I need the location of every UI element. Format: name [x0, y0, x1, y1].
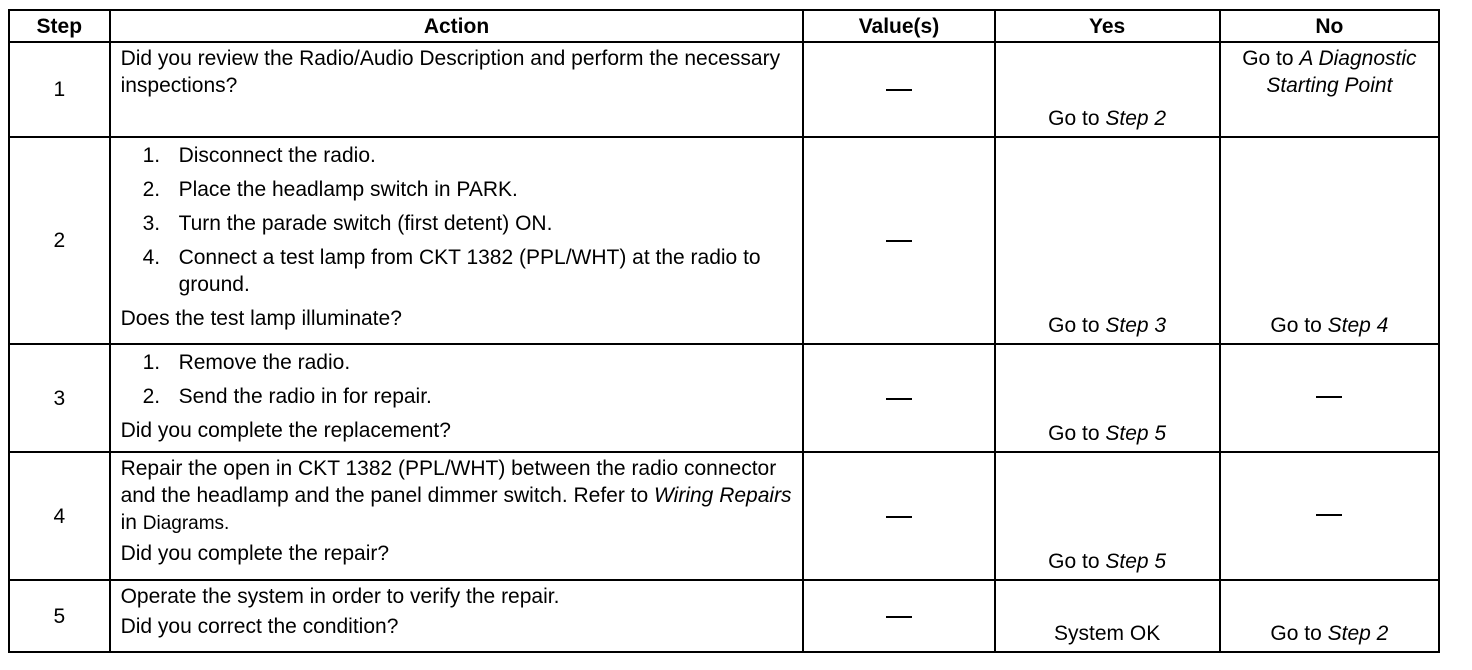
- yes-cell: [995, 137, 1220, 344]
- no-prefix: Go to: [1270, 622, 1328, 645]
- no-cell: [1220, 452, 1439, 580]
- value-cell: [803, 42, 994, 137]
- yes-prefix: Go to: [1048, 107, 1106, 130]
- action-text: Operate the system in order to verify the repair.: [120, 585, 560, 608]
- table-row: [9, 344, 1439, 452]
- action-cell: [110, 344, 804, 452]
- step-number: 5: [9, 580, 110, 652]
- no-dash: [1316, 514, 1342, 516]
- wiring-repairs-reference: Wiring Repairs: [654, 484, 792, 507]
- table-row: [9, 580, 1439, 652]
- substep-number: 2.: [142, 385, 161, 408]
- value-cell: [803, 452, 994, 580]
- substep-list: [121, 142, 793, 298]
- yes-target: Step 2: [1105, 107, 1167, 130]
- diagnostic-table: [8, 9, 1440, 653]
- yes-cell: [995, 580, 1220, 652]
- no-cell: [1220, 580, 1439, 652]
- step-number: 3: [9, 344, 110, 452]
- substep-text: Turn the parade switch (first detent) ON.: [178, 212, 553, 235]
- header-yes: Yes: [995, 10, 1220, 42]
- header-values: Value(s): [803, 10, 994, 42]
- value-cell: [803, 137, 994, 344]
- no-cell: [1220, 42, 1439, 137]
- value-dash: [886, 516, 912, 518]
- yes-result: System OK: [1054, 622, 1161, 645]
- table-row: [9, 137, 1439, 344]
- action-text: Did you review the Radio/Audio Description and perform the necessary inspections?: [120, 47, 781, 97]
- diagrams-reference: Diagrams.: [142, 513, 230, 534]
- no-target: Step 2: [1327, 622, 1389, 645]
- no-target: Step 4: [1327, 314, 1389, 337]
- substep-item: [121, 383, 793, 410]
- yes-cell: [995, 344, 1220, 452]
- action-question: Does the test lamp illuminate?: [120, 307, 402, 330]
- substep-number: 1.: [142, 144, 161, 167]
- substep-number: 2.: [142, 178, 161, 201]
- action-text-in: in: [120, 511, 143, 534]
- yes-cell: [995, 42, 1220, 137]
- substep-number: 3.: [142, 212, 161, 235]
- substep-text: Send the radio in for repair.: [178, 385, 432, 408]
- substep-text: Place the headlamp switch in PARK.: [178, 178, 518, 201]
- action-question: Did you correct the condition?: [120, 615, 399, 638]
- step-number: 4: [9, 452, 110, 580]
- substep-number: 4.: [142, 246, 161, 269]
- substep-item: [121, 244, 793, 298]
- action-text: [121, 455, 793, 537]
- substep-number: 1.: [142, 351, 161, 374]
- substep-item: [121, 210, 793, 237]
- step-number: 2: [9, 137, 110, 344]
- yes-cell: [995, 452, 1220, 580]
- action-cell: [110, 137, 804, 344]
- action-cell: [110, 42, 804, 137]
- no-cell: [1220, 137, 1439, 344]
- no-cell: [1220, 344, 1439, 452]
- value-dash: [886, 398, 912, 400]
- table-row: [9, 452, 1439, 580]
- header-no: No: [1220, 10, 1439, 42]
- value-cell: [803, 580, 994, 652]
- action-question: Did you complete the repair?: [120, 542, 390, 565]
- substep-item: [121, 142, 793, 169]
- header-step: Step: [9, 10, 110, 42]
- yes-prefix: Go to: [1048, 314, 1106, 337]
- substep-item: [121, 349, 793, 376]
- table-row: [9, 42, 1439, 137]
- value-dash: [886, 616, 912, 618]
- step-number: 1: [9, 42, 110, 137]
- no-target: A Diagnostic Starting Point: [1266, 47, 1417, 97]
- header-action: Action: [110, 10, 804, 42]
- substep-text: Remove the radio.: [178, 351, 351, 374]
- substep-item: [121, 176, 793, 203]
- action-text-main: Repair the open in CKT 1382 (PPL/WHT) between the radio connector and the headlamp and the panel dimmer switch. Refer to: [120, 457, 777, 507]
- yes-prefix: Go to: [1048, 422, 1106, 445]
- yes-prefix: Go to: [1048, 550, 1106, 573]
- action-question: Did you complete the replacement?: [120, 419, 451, 442]
- header-row: [9, 10, 1439, 42]
- no-dash: [1316, 396, 1342, 398]
- yes-target: Step 3: [1105, 314, 1167, 337]
- substep-list: [121, 349, 793, 410]
- substep-text: Disconnect the radio.: [178, 144, 376, 167]
- action-cell: [110, 580, 804, 652]
- no-prefix: Go to: [1242, 47, 1300, 70]
- no-prefix: Go to: [1270, 314, 1328, 337]
- yes-target: Step 5: [1105, 550, 1167, 573]
- value-dash: [886, 240, 912, 242]
- substep-text: Connect a test lamp from CKT 1382 (PPL/WHT) at the radio to ground.: [178, 246, 761, 296]
- value-cell: [803, 344, 994, 452]
- yes-target: Step 5: [1105, 422, 1167, 445]
- action-cell: [110, 452, 804, 580]
- value-dash: [886, 89, 912, 91]
